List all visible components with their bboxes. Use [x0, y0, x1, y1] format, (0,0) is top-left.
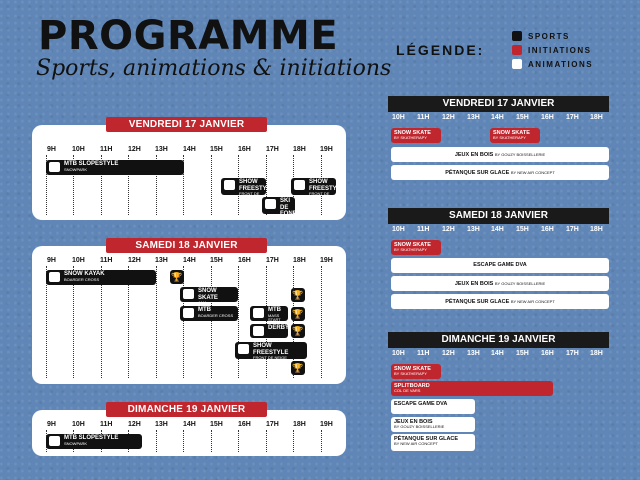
event-organizer: BY SKATHERAPY: [394, 247, 427, 253]
event-organizer: BY SKATHERAPY: [394, 371, 427, 377]
hour-label: 13H: [155, 257, 168, 264]
hour-label: 14H: [183, 146, 196, 153]
hour-label: 10H: [392, 114, 405, 121]
hour-label: 14H: [491, 114, 504, 121]
trophy-icon: 🏆: [292, 309, 304, 319]
event-name: PÉTANQUE SUR GLACE: [394, 436, 459, 442]
legend-swatch-animations: [512, 59, 522, 69]
hour-label: 19H: [320, 146, 333, 153]
event-name: SHOW FREESTYLE: [253, 343, 289, 356]
event-name: SHOW FREESTYLE: [309, 179, 345, 192]
hour-label: 17H: [266, 421, 279, 428]
hour-label: 9H: [47, 146, 56, 153]
event-location: BOARDER CROSS: [198, 312, 234, 318]
event-bar-sports[interactable]: [250, 324, 288, 338]
event-organizer: BY GOUZY BOISSELLERIE: [494, 281, 546, 286]
day-label-sunday: DIMANCHE 19 JANVIER: [106, 402, 267, 417]
hour-label: 11H: [100, 257, 113, 264]
hour-label: 10H: [392, 350, 405, 357]
hour-label: 16H: [238, 257, 251, 264]
hour-label: 14H: [183, 257, 196, 264]
bike-icon: [49, 162, 60, 172]
hour-label: 11H: [417, 226, 430, 233]
grid-line: [266, 430, 267, 452]
hour-label: 9H: [47, 421, 56, 428]
event-bar-sports[interactable]: [291, 178, 345, 201]
event-bar-animation[interactable]: [391, 417, 475, 432]
bike-icon: [183, 308, 194, 318]
event-name: ESCAPE GAME DVA: [473, 262, 527, 268]
hour-label: 15H: [516, 350, 529, 357]
kayak-icon: [49, 272, 60, 282]
hour-label: 17H: [566, 350, 579, 357]
event-location: MASS START: [268, 312, 281, 322]
hour-label: 10H: [72, 257, 85, 264]
page-title: PROGRAMME: [38, 13, 339, 59]
hour-label: 14H: [491, 350, 504, 357]
hour-label: 17H: [566, 114, 579, 121]
hour-label: 16H: [238, 146, 251, 153]
grid-line: [211, 266, 212, 378]
hour-label: 17H: [566, 226, 579, 233]
hour-label: 15H: [210, 146, 223, 153]
day-label-saturday: SAMEDI 18 JANVIER: [106, 238, 267, 253]
event-name: MTB SLOPESTYLE: [64, 161, 119, 167]
hour-label: 18H: [590, 114, 603, 121]
event-name: JEUX EN BOIS: [454, 152, 494, 158]
hour-label: 18H: [293, 421, 306, 428]
event-location: FRONT DE NEIGE: [253, 355, 287, 361]
grid-line: [156, 266, 157, 378]
event-bar-initiation[interactable]: [391, 128, 441, 143]
event-bar-animation[interactable]: [391, 147, 609, 162]
event-location: FRONT DE NEIGE: [309, 191, 330, 201]
hour-label: 11H: [100, 421, 113, 428]
hour-label: 18H: [590, 226, 603, 233]
init-day-label-friday: VENDREDI 17 JANVIER: [388, 96, 609, 112]
hour-label: 18H: [293, 257, 306, 264]
hour-label: 11H: [417, 114, 430, 121]
event-location: SNOWPARK: [64, 166, 88, 172]
legend-item-sports: [512, 30, 570, 42]
grid-line: [211, 155, 212, 215]
grid-line: [321, 430, 322, 452]
legend-swatch-sports: [512, 31, 522, 41]
event-bar-sports[interactable]: [180, 287, 238, 306]
event-bar-animation[interactable]: [391, 399, 475, 414]
hour-label: 10H: [392, 226, 405, 233]
hour-label: 13H: [467, 226, 480, 233]
event-name: SNOW SKATE: [394, 366, 431, 372]
hour-label: 18H: [293, 146, 306, 153]
hour-label: 13H: [467, 114, 480, 121]
day-label-friday: VENDREDI 17 JANVIER: [106, 117, 267, 132]
grid-line: [321, 266, 322, 378]
event-name: MTB: [198, 307, 211, 313]
hour-label: 12H: [442, 114, 455, 121]
event-name: SPLITBOARD: [394, 383, 430, 389]
hour-label: 12H: [442, 350, 455, 357]
event-name: SKI DE FOND: [280, 198, 297, 218]
event-name: SHOW FREESTYLE: [239, 179, 275, 192]
grid-line: [183, 430, 184, 452]
sled-icon: [253, 326, 264, 336]
hour-label: 15H: [516, 226, 529, 233]
event-name: ESCAPE GAME DVA: [394, 401, 448, 407]
grid-line: [266, 266, 267, 378]
event-organizer: BY NEW AIR CONCEPT: [394, 441, 438, 447]
ski-icon: [238, 344, 249, 354]
init-day-label-saturday: SAMEDI 18 JANVIER: [388, 208, 609, 224]
event-name: JEUX EN BOIS: [394, 419, 433, 425]
hour-label: 13H: [467, 350, 480, 357]
event-bar-sports[interactable]: [221, 178, 275, 201]
event-name: MTB SLOPESTYLE: [64, 435, 119, 441]
trophy-icon: 🏆: [171, 272, 183, 282]
event-location: JAM: [198, 300, 206, 306]
event-bar-sports[interactable]: [46, 270, 156, 285]
hour-label: 12H: [128, 257, 141, 264]
event-bar-initiation[interactable]: [391, 364, 441, 379]
event-bar-animation[interactable]: [391, 276, 609, 291]
hour-label: 15H: [210, 257, 223, 264]
grid-line: [293, 430, 294, 452]
event-location: BOARDER CROSS: [64, 276, 100, 282]
hour-label: 16H: [541, 350, 554, 357]
hour-label: 10H: [72, 421, 85, 428]
hour-label: 15H: [210, 421, 223, 428]
event-bar-sports[interactable]: [262, 197, 297, 218]
event-name: SNOW SKATE: [198, 288, 218, 301]
event-organizer: BY SKATHERAPY: [394, 135, 427, 141]
hour-label: 15H: [516, 114, 529, 121]
init-day-label-sunday: DIMANCHE 19 JANVIER: [388, 332, 609, 348]
hour-label: 10H: [72, 146, 85, 153]
event-name: MTB: [268, 307, 281, 313]
event-organizer: COL DE VARS: [394, 388, 421, 394]
event-bar-sports[interactable]: [180, 306, 238, 321]
event-name: PÉTANQUE SUR GLACE: [445, 170, 510, 176]
event-organizer: BY GOUZY BOISSELLERIE: [494, 152, 546, 157]
event-bar-animation[interactable]: [391, 258, 609, 273]
grid-line: [238, 266, 239, 378]
legend-label: ANIMATIONS: [528, 59, 594, 69]
hour-label: 14H: [183, 421, 196, 428]
page-subtitle: Sports, animations & initiations: [36, 56, 392, 81]
event-bar-sports[interactable]: [46, 160, 184, 175]
event-name: JEUX EN BOIS: [454, 281, 494, 287]
hour-label: 18H: [590, 350, 603, 357]
event-organizer: BY SKATHERAPY: [493, 135, 526, 141]
event-name: PÉTANQUE SUR GLACE: [445, 299, 510, 305]
bike-icon: [253, 308, 264, 318]
event-name: DERBY: [268, 325, 290, 331]
event-bar-sports[interactable]: [46, 434, 142, 449]
event-bar-sports[interactable]: [250, 306, 288, 321]
hour-label: 17H: [266, 146, 279, 153]
legend-swatch-initiations: [512, 45, 522, 55]
skate-icon: [183, 289, 194, 299]
trophy-icon: 🏆: [292, 290, 304, 300]
event-bar-animation[interactable]: [391, 165, 609, 180]
hour-label: 13H: [155, 146, 168, 153]
legend-item-animations: [512, 58, 593, 70]
hour-label: 11H: [417, 350, 430, 357]
hour-label: 16H: [541, 226, 554, 233]
event-bar-initiation[interactable]: [391, 240, 441, 255]
event-organizer: BY GOUZY BOISSELLERIE: [394, 424, 445, 430]
legend-item-initiations: [512, 44, 591, 56]
event-name: SNOW SKATE: [493, 130, 530, 136]
event-organizer: BY NEW AIR CONCEPT: [510, 299, 555, 304]
event-location: FRONT DE NEIGE: [239, 191, 260, 201]
event-bar-animation[interactable]: [391, 434, 475, 451]
event-name: SNOW KAYAK: [64, 271, 105, 277]
grid-line: [211, 430, 212, 452]
hours-row: [390, 226, 610, 238]
legend-label: INITIATIONS: [528, 45, 592, 55]
grid-line: [156, 430, 157, 452]
event-bar-initiation[interactable]: [490, 128, 540, 143]
ski-icon: [294, 180, 305, 190]
hours-row: [390, 114, 610, 126]
event-organizer: BY NEW AIR CONCEPT: [510, 170, 555, 175]
event-bar-initiation[interactable]: [391, 381, 553, 396]
hour-label: 19H: [320, 257, 333, 264]
hour-label: 16H: [541, 114, 554, 121]
skier-icon: [265, 199, 276, 209]
legend-title: LÉGENDE:: [396, 42, 485, 58]
event-bar-animation[interactable]: [391, 294, 609, 309]
hour-label: 17H: [266, 257, 279, 264]
hour-label: 9H: [47, 257, 56, 264]
legend-label: SPORTS: [528, 31, 570, 41]
ski-icon: [224, 180, 235, 190]
sports-card-friday: [32, 125, 346, 220]
event-name: SNOW SKATE: [394, 242, 431, 248]
hour-label: 16H: [238, 421, 251, 428]
sports-card-saturday: [32, 246, 346, 384]
event-location: SNOWPARK: [64, 440, 88, 446]
hour-label: 13H: [155, 421, 168, 428]
trophy-icon: 🏆: [292, 326, 304, 336]
event-bar-sports[interactable]: [235, 342, 307, 359]
hour-label: 12H: [442, 226, 455, 233]
hour-label: 19H: [320, 421, 333, 428]
hours-row: [390, 350, 610, 362]
hour-label: 11H: [100, 146, 113, 153]
event-name: SNOW SKATE: [394, 130, 431, 136]
hour-label: 14H: [491, 226, 504, 233]
grid-line: [238, 430, 239, 452]
trophy-icon: 🏆: [292, 363, 304, 373]
hour-label: 12H: [128, 146, 141, 153]
bike-icon: [49, 436, 60, 446]
hour-label: 12H: [128, 421, 141, 428]
